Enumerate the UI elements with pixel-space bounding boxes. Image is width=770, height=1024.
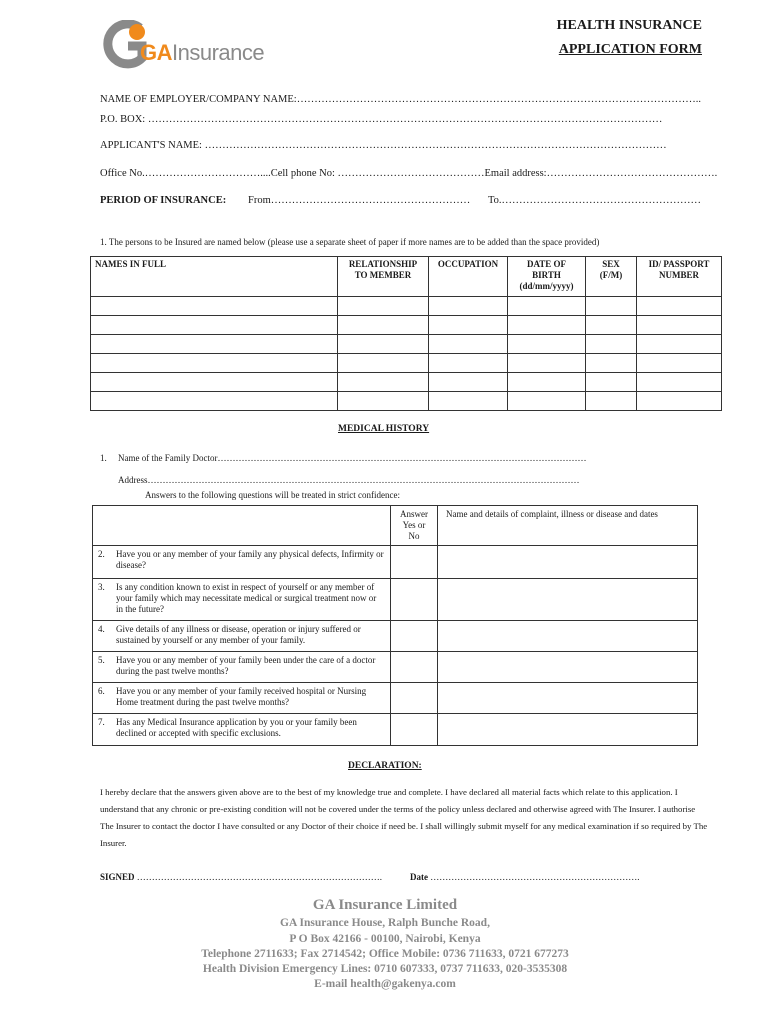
table-header-row [91,257,722,297]
answer-cell[interactable] [391,652,438,683]
table-header-row [93,506,698,546]
doctor-num: 1. [100,453,107,463]
answer-cell[interactable] [391,579,438,621]
family-doctor-field[interactable]: Name of the Family Doctor…………………………………………………………………………………………………………… [118,453,587,463]
question-text: Have you or any member of your family been under the care of a doctor during the past twelve months? [116,655,376,676]
table-row [91,392,722,411]
col-names: NAMES IN FULL [91,257,338,297]
doctor-address-field[interactable]: Address……………………………………………………………………………………………………………………………… [118,475,580,485]
period-to-field[interactable]: To.………………………………………………… [488,195,702,206]
col-sex: SEX (F/M) [586,257,637,297]
footer-pobox: P O Box 42166 - 00100, Nairobi, Kenya [289,933,481,945]
question-text: Is any condition known to exist in respect of yourself or any member of your family which may necessitate medical or surgical treatment now or in the future? [116,582,377,614]
form-subtitle: APPLICATION FORM [558,42,702,57]
footer-phones: Telephone 2711633; Fax 2714542; Office Mobile: 0736 711633, 0721 677273 [201,948,569,960]
declaration-title: DECLARATION: [348,761,422,771]
answer-cell[interactable] [391,714,438,746]
contact-fields[interactable]: Office No.……………………………....Cell phone No: ……………………………………Email address:…………………………………………. [100,168,718,179]
col-dob: DATE OF BIRTH (dd/mm/yyyy) [508,257,586,297]
insured-note: 1. The persons to be Insured are named below (please use a separate sheet of paper if more names are to be added than the space provided) [100,237,600,247]
table-row [91,297,722,316]
question-text: Have you or any member of your family received hospital or Nursing Home treatment during the past twelve months? [116,686,367,707]
applicant-name-field[interactable]: APPLICANT'S NAME: …………………………………………………………………………………………………………………… [100,140,667,151]
col-answer: Answer Yes or No [391,506,438,546]
period-label: PERIOD OF INSURANCE: [100,195,227,206]
declaration-text: I hereby declare that the answers given above are to the best of my knowledge true and complete. I have declared all material facts which relate to this application. I understand that any chronic or pre-existing condition will not be covered under the terms of the policy unless declared and otherwise agreed with The Insurer. I authorise The Insurer to contact the doctor I have consulted or any Doctor of their choice if need be. I shall willingly submit myself for any medical examination if so required by The Insurer. [100,787,708,848]
footer-company: GA Insurance Limited [312,897,458,913]
answer-cell[interactable] [391,621,438,652]
table-row: 7. Has any Medical Insurance application by you or your family been declined or accepted with specific exclusions. [93,714,698,746]
table-row [91,373,722,392]
question-text: Has any Medical Insurance application by you or your family been declined or accepted with specific exclusions. [116,717,357,738]
answer-cell[interactable] [391,683,438,714]
footer-address: GA Insurance House, Ralph Bunche Road, [280,917,490,929]
table-row: 4. Give details of any illness or disease, operation or injury suffered or sustained by yourself or any member of your family. [93,621,698,652]
footer-email[interactable]: E-mail health@gakenya.com [314,978,456,990]
details-cell[interactable] [438,621,698,652]
table-row: 5. Have you or any member of your family been under the care of a doctor during the past twelve months? [93,652,698,683]
logo-wordmark: GAInsurance [140,40,265,65]
col-relationship: RELATIONSHIP TO MEMBER [338,257,429,297]
question-text: Give details of any illness or disease, operation or injury suffered or sustained by yourself or any member of your family. [116,624,361,645]
period-from-field[interactable]: From………………………………………………… [248,195,471,206]
table-row: 3. Is any condition known to exist in respect of yourself or any member of your family which may necessitate medical or surgical treatment now or in the future? [93,579,698,621]
footer-emergency: Health Division Emergency Lines: 0710 607333, 0737 711633, 020-3535308 [202,963,568,975]
details-cell[interactable] [438,652,698,683]
insured-persons-table [90,256,722,411]
confidentiality-note: Answers to the following questions will be treated in strict confidence: [145,490,400,500]
pobox-field[interactable]: P.O. BOX: ………………………………………………………………………………………………………………………………… [100,114,663,125]
col-occupation: OCCUPATION [429,257,508,297]
employer-field[interactable]: NAME OF EMPLOYER/COMPANY NAME:…………………………………………………………………………………………………….. [100,94,701,105]
col-details: Name and details of complaint, illness or disease and dates [438,506,698,546]
table-row: 2. Have you or any member of your family any physical defects, Infirmity or disease? [93,546,698,579]
col-id: ID/ PASSPORT NUMBER [637,257,722,297]
signed-line[interactable]: SIGNED ………………………………………………………………………. [100,872,383,882]
answer-cell[interactable] [391,546,438,579]
table-row: 6. Have you or any member of your family received hospital or Nursing Home treatment during the past twelve months? [93,683,698,714]
date-line[interactable]: Date ……………………………………………………………. [410,872,640,882]
question-text: Have you or any member of your family any physical defects, Infirmity or disease? [116,549,384,570]
details-cell[interactable] [438,579,698,621]
table-row [91,354,722,373]
details-cell[interactable] [438,683,698,714]
medical-history-title: MEDICAL HISTORY [338,424,430,434]
table-row [91,316,722,335]
medical-questions-table [92,505,698,746]
details-cell[interactable] [438,546,698,579]
table-row [91,335,722,354]
form-title: HEALTH INSURANCE [556,18,702,33]
details-cell[interactable] [438,714,698,746]
